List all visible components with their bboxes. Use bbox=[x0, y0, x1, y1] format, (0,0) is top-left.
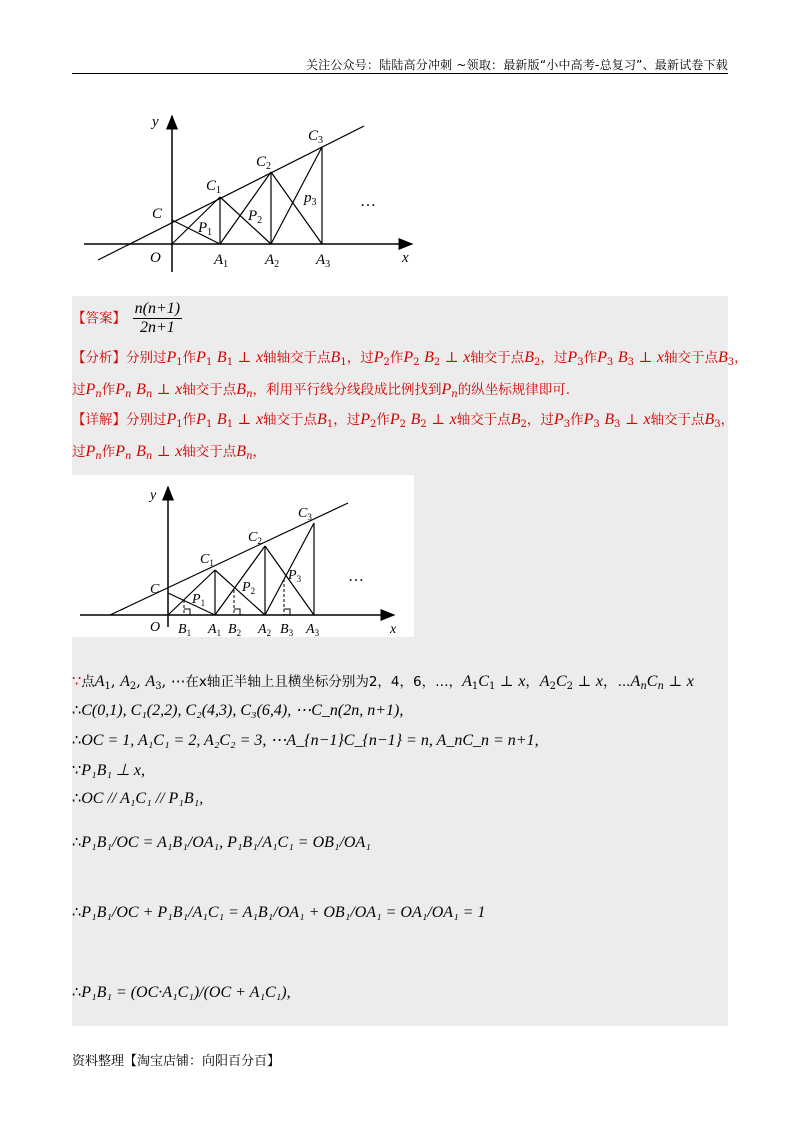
figure-1 bbox=[84, 108, 424, 280]
answer-tag: 【答案】 bbox=[72, 310, 126, 327]
solution-line-5: ∴OC // A₁C₁ // P₁B₁, bbox=[72, 790, 204, 807]
solution-line-4: ∵P₁B₁ ⊥ x, bbox=[72, 762, 145, 779]
solution-line-8: ∴P₁B₁ = (OC·A₁C₁)/(OC + A₁C₁), bbox=[72, 984, 291, 1001]
label-c-2: C bbox=[150, 582, 160, 597]
label-b1s-2: 1 bbox=[186, 628, 192, 637]
answer-fraction bbox=[133, 300, 182, 337]
svg-text:A1 bbox=[213, 252, 228, 270]
label-a3-sub: 3 bbox=[325, 259, 331, 270]
label-p3: p bbox=[304, 190, 312, 206]
label-a3s-2: 3 bbox=[314, 628, 320, 637]
label-c3-2: C bbox=[298, 506, 308, 521]
figure-2 bbox=[72, 475, 414, 637]
label-p1: P bbox=[198, 220, 208, 236]
header-text: 关注公众号：陆陆高分冲刺 ~领取：最新版“小中高考-总复习”、最新试卷下载 bbox=[305, 58, 728, 72]
label-p1s-2: 1 bbox=[200, 598, 206, 608]
svg-text:B1 bbox=[178, 622, 191, 637]
figure-2-svg bbox=[72, 475, 414, 637]
svg-text:A2 bbox=[257, 622, 271, 637]
detail-tag: 【详解】 bbox=[72, 412, 126, 428]
label-c2-2: C bbox=[248, 530, 258, 545]
analysis-line-2: 过$P_n$作$P_n$ $B_n$ ⊥ x轴交于点$B_n$，利用平行线分线段成比例找到$P_n$的纵坐标规律即可. bbox=[72, 381, 571, 400]
svg-text:A2 bbox=[264, 252, 279, 270]
solution-line-1: ∵点$A_1$, $A_2$, $A_3$, ⋯在x轴正半轴上且横坐标分别为2，4，6，…，$A_1C_1$ ⊥ x，$A_2C_2$ ⊥ x，$\cdots A_nC_n$ ⊥ x bbox=[72, 673, 694, 692]
solution-line-5-text: OC // A₁C₁ // P₁B₁, bbox=[81, 790, 204, 807]
label-a1s-2: 1 bbox=[216, 628, 222, 637]
label-a1-sub: 1 bbox=[223, 259, 229, 270]
solution-line-2-text: C(0,1), C₁(2,2), C₂(4,3), C₃(6,4), ⋯C_n(2n, n+1), bbox=[81, 702, 404, 719]
svg-text:A3 bbox=[305, 622, 320, 637]
label-c2s-2: 2 bbox=[257, 536, 262, 546]
detail-line-1: 【详解】分别过$P_1$作$P_1$ $B_1$ ⊥ x轴交于点$B_1$，过$P_2$作$P_2$ $B_2$ ⊥ x轴交于点$B_2$，过$P_3$作$P_3$ $B_3$ ⊥ x轴交于点$B_3$， bbox=[72, 411, 735, 430]
label-p3-2: P bbox=[288, 568, 297, 583]
label-a2s-2: 2 bbox=[266, 628, 272, 637]
svg-text:P1 bbox=[191, 592, 205, 608]
label-x-2: x bbox=[390, 622, 397, 637]
svg-text:B3 bbox=[280, 622, 294, 637]
label-c1-sub: 1 bbox=[216, 185, 222, 196]
label-a1: A bbox=[214, 252, 224, 268]
solution-line-1-text: 在x轴正半轴上且横坐标分别为2，4，6，…， bbox=[185, 674, 463, 690]
svg-text:C2 bbox=[248, 530, 262, 546]
detail-line-2: 过$P_n$作$P_n$ $B_n$ ⊥ x轴交于点$B_n$， bbox=[72, 443, 267, 462]
answer-line bbox=[72, 300, 184, 337]
label-a3: A bbox=[316, 252, 326, 268]
svg-text:C3 bbox=[298, 506, 312, 522]
svg-text:A3 bbox=[315, 252, 330, 270]
label-o: O bbox=[150, 250, 161, 266]
svg-text:C2 bbox=[256, 154, 271, 172]
solution-line-7-text: P₁B₁/OC + P₁B₁/A₁C₁ = A₁B₁/OA₁ + OB₁/OA₁ = OA₁/OA₁ = 1 bbox=[81, 904, 486, 921]
label-p2-2: P bbox=[242, 580, 251, 595]
label-c3-sub: 3 bbox=[318, 135, 324, 146]
label-b2s-2: 2 bbox=[236, 628, 242, 637]
solution-panel bbox=[72, 296, 748, 1026]
label-b3s-2: 3 bbox=[288, 628, 294, 637]
analysis-tag: 【分析】 bbox=[72, 350, 126, 366]
label-p2: P bbox=[248, 208, 258, 224]
solution-line-3-text: OC = 1, A₁C₁ = 2, A₂C₂ = 3, ⋯A_{n−1}C_{n−1} = n, A_nC_n = n+1, bbox=[81, 732, 539, 749]
label-p1-2: P bbox=[192, 592, 201, 607]
label-o-2: O bbox=[150, 620, 161, 635]
svg-text:C1 bbox=[206, 178, 221, 196]
solution-line-7: ∴P₁B₁/OC + P₁B₁/A₁C₁ = A₁B₁/OA₁ + OB₁/OA₁ = OA₁/OA₁ = 1 bbox=[72, 904, 486, 921]
svg-text:P2 bbox=[247, 208, 262, 226]
svg-text:p3 bbox=[303, 190, 317, 208]
line-c-2 bbox=[110, 503, 348, 615]
label-dots: … bbox=[360, 193, 376, 210]
label-c: C bbox=[152, 206, 163, 222]
label-p3s-2: 3 bbox=[296, 574, 302, 584]
svg-text:P3 bbox=[287, 568, 302, 584]
label-c1s-2: 1 bbox=[209, 558, 214, 568]
svg-text:C3 bbox=[308, 128, 323, 146]
label-p2s-2: 2 bbox=[250, 586, 256, 596]
solution-line-3: ∴OC = 1, A₁C₁ = 2, A₂C₂ = 3, ⋯A_{n−1}C_{n−1} = n, A_nC_n = n+1, bbox=[72, 732, 539, 749]
label-p2-sub: 2 bbox=[257, 215, 263, 226]
solution-line-2: ∴C(0,1), C₁(2,2), C₂(4,3), C₃(6,4), ⋯C_n(2n, n+1), bbox=[72, 702, 404, 719]
label-p3-sub: 3 bbox=[311, 197, 317, 208]
svg-text:A1 bbox=[207, 622, 221, 637]
label-a2-sub: 2 bbox=[274, 259, 280, 270]
svg-text:C1 bbox=[200, 552, 214, 568]
label-b2-2: B bbox=[228, 622, 237, 637]
label-dots-2: … bbox=[348, 568, 364, 585]
svg-text:B2 bbox=[228, 622, 241, 637]
analysis-line-1: 【分析】分别过$P_1$作$P_1$ $B_1$ ⊥ x轴轴交于点$B_1$，过$P_2$作$P_2$ $B_2$ ⊥ x轴交于点$B_2$，过$P_3$作$P_3$ $B_3$ ⊥ x轴交于点$B_3$， bbox=[72, 349, 748, 368]
solution-line-6-text: P₁B₁/OC = A₁B₁/OA₁, P₁B₁/A₁C₁ = OB₁/OA₁ bbox=[81, 834, 371, 851]
answer-numerator: n(n+1) bbox=[134, 300, 181, 317]
label-c3: C bbox=[308, 128, 319, 144]
label-a3-2: A bbox=[306, 622, 315, 637]
solution-line-8-text: P₁B₁ = (OC·A₁C₁)/(OC + A₁C₁), bbox=[81, 984, 291, 1001]
header-rule bbox=[72, 73, 728, 74]
label-c3s-2: 3 bbox=[307, 512, 312, 522]
svg-text:P1 bbox=[197, 220, 212, 238]
label-y-2: y bbox=[150, 488, 157, 503]
label-c2: C bbox=[256, 154, 267, 170]
label-p1-sub: 1 bbox=[207, 227, 213, 238]
label-y: y bbox=[152, 114, 159, 130]
line-c bbox=[98, 126, 364, 260]
label-b1-2: B bbox=[178, 622, 187, 637]
label-a2: A bbox=[265, 252, 275, 268]
footer-text: 资料整理【淘宝店铺：向阳百分百】 bbox=[72, 1054, 281, 1069]
label-c1: C bbox=[206, 178, 217, 194]
label-c1-2: C bbox=[200, 552, 210, 567]
label-a1-2: A bbox=[208, 622, 217, 637]
solution-line-4-text: P₁B₁ ⊥ x, bbox=[81, 762, 145, 779]
svg-text:P2 bbox=[241, 580, 255, 596]
answer-denominator: 2n+1 bbox=[139, 319, 175, 336]
label-b3-2: B bbox=[280, 622, 289, 637]
label-x: x bbox=[402, 250, 409, 266]
label-c2-sub: 2 bbox=[266, 161, 272, 172]
label-a2-2: A bbox=[258, 622, 267, 637]
solution-line-6: ∴P₁B₁/OC = A₁B₁/OA₁, P₁B₁/A₁C₁ = OB₁/OA₁ bbox=[72, 834, 371, 851]
